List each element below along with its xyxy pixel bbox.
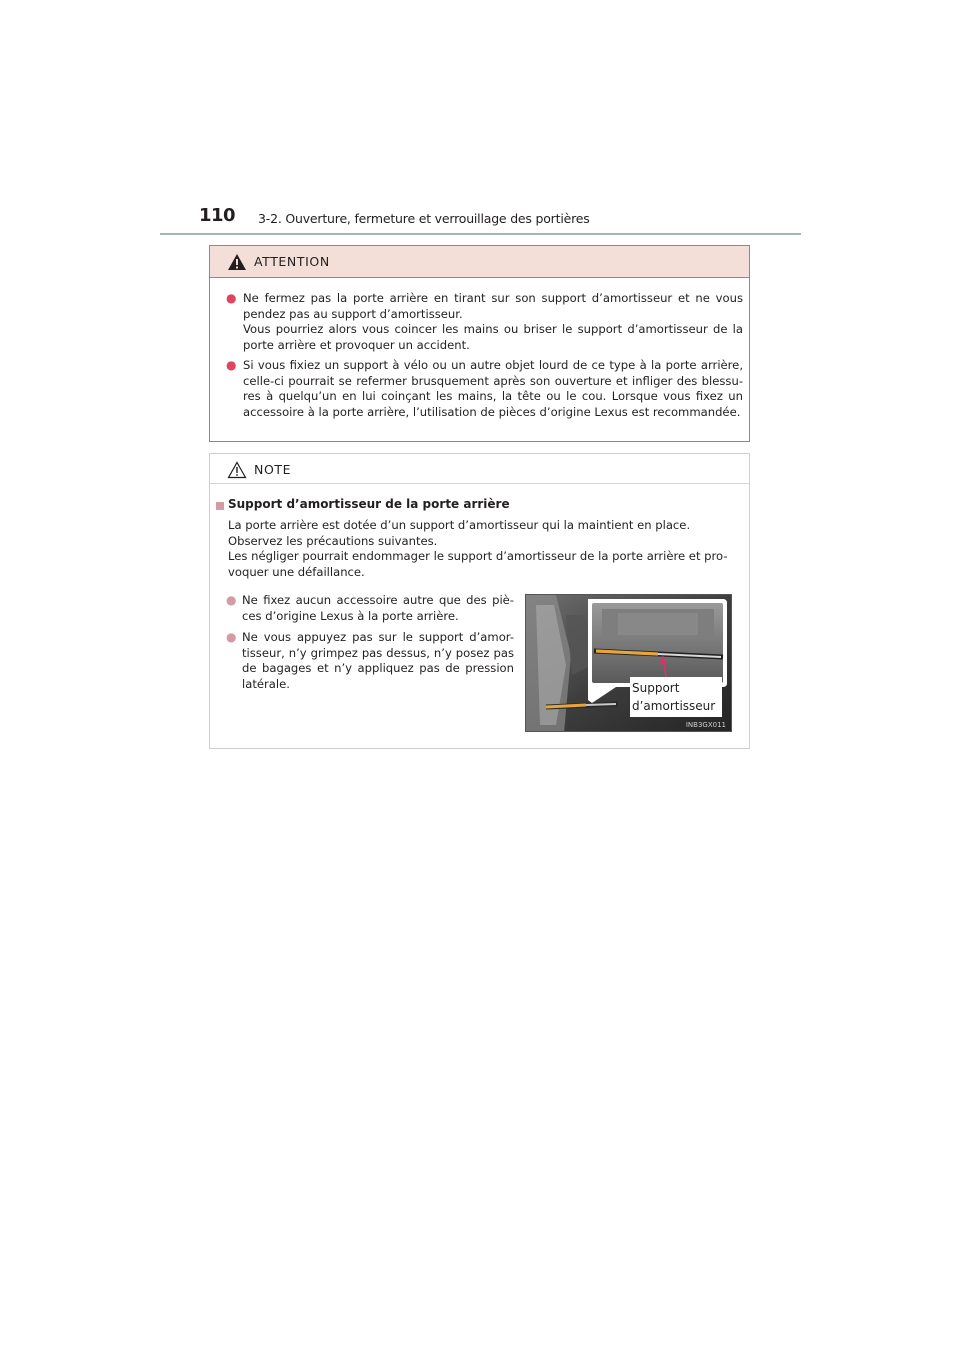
figure-label-line-1: Support [632,681,680,695]
note-intro [228,518,741,580]
page-header [160,205,801,235]
note-item-2-line: latérale. [242,676,290,691]
note-intro-line: Observez les précautions suivantes. [228,533,438,548]
attention-header [210,246,749,278]
figure-code: INB3GX011 [685,721,726,729]
note-item-1-line: Ne fixez aucun accessoire autre que des piè- [242,593,514,607]
attention-title: ATTENTION [254,254,330,269]
attention-item-1-line: Vous pourriez alors vous coincer les mains ou briser le support d’amortisseur de la [243,322,743,337]
attention-item-2-line: Si vous fixiez un support à vélo ou un autre objet lourd de ce type à la porte arrière, [243,358,743,372]
note-title: NOTE [254,462,292,477]
attention-item-1-line: pendez pas au support d’amortisseur. [243,306,463,321]
note-item-2-line: tisseur, n’y grimpez pas dessus, n’y posez pas [242,645,514,660]
note-item-2-line: de bagages et n’y appliquez pas de pression [242,661,514,676]
note-item-1-line: ces d’origine Lexus à la porte arrière. [242,608,459,623]
note-subheading: Support d’amortisseur de la porte arrière [228,497,510,511]
attention-item-2-line: accessoire à la porte arrière, l’utilisation de pièces d’origine Lexus est recommandée. [243,404,741,419]
warning-outline-icon [227,461,247,479]
page-number: 110 [199,205,236,226]
header-divider [160,233,801,235]
note-intro-line: Les négliger pourrait endommager le support d’amortisseur de la porte arrière et pro- [228,549,728,564]
note-intro-line: La porte arrière est dotée d’un support d’amortisseur qui la maintient en place. [228,518,691,532]
attention-bullet-1: ● [226,291,237,305]
attention-item-2-line: celle-ci pourrait se refermer brusquement après son ouverture et infliger des blessu- [243,373,743,388]
attention-item-1-line: porte arrière et provoquer un accident. [243,337,470,352]
note-item-1 [242,593,514,624]
attention-item-1-line: Ne fermez pas la porte arrière en tirant sur son support d’amortisseur et ne vous [243,291,743,305]
attention-box [209,245,750,442]
damper-support-figure [525,594,732,732]
figure-callout-label [632,679,715,715]
subheading-bullet [216,502,224,510]
note-intro-line: voquer une défaillance. [228,564,365,579]
attention-item-2 [243,358,743,420]
note-item-2-line: Ne vous appuyez pas sur le support d’amor- [242,630,514,644]
warning-icon [227,253,247,271]
attention-item-1 [243,291,743,353]
section-title: 3-2. Ouverture, fermeture et verrouillage des portières [258,211,590,226]
attention-bullet-2: ● [226,358,237,372]
figure-label-line-2: d’amortisseur [632,699,716,713]
note-bullet-1: ● [226,593,237,607]
note-header [210,454,749,484]
attention-item-2-line: res à quelqu’un en lui coinçant les mains, la tête ou le cou. Lorsque vous fixez un [243,389,743,404]
note-item-2 [242,630,514,692]
note-bullet-2: ● [226,630,237,644]
